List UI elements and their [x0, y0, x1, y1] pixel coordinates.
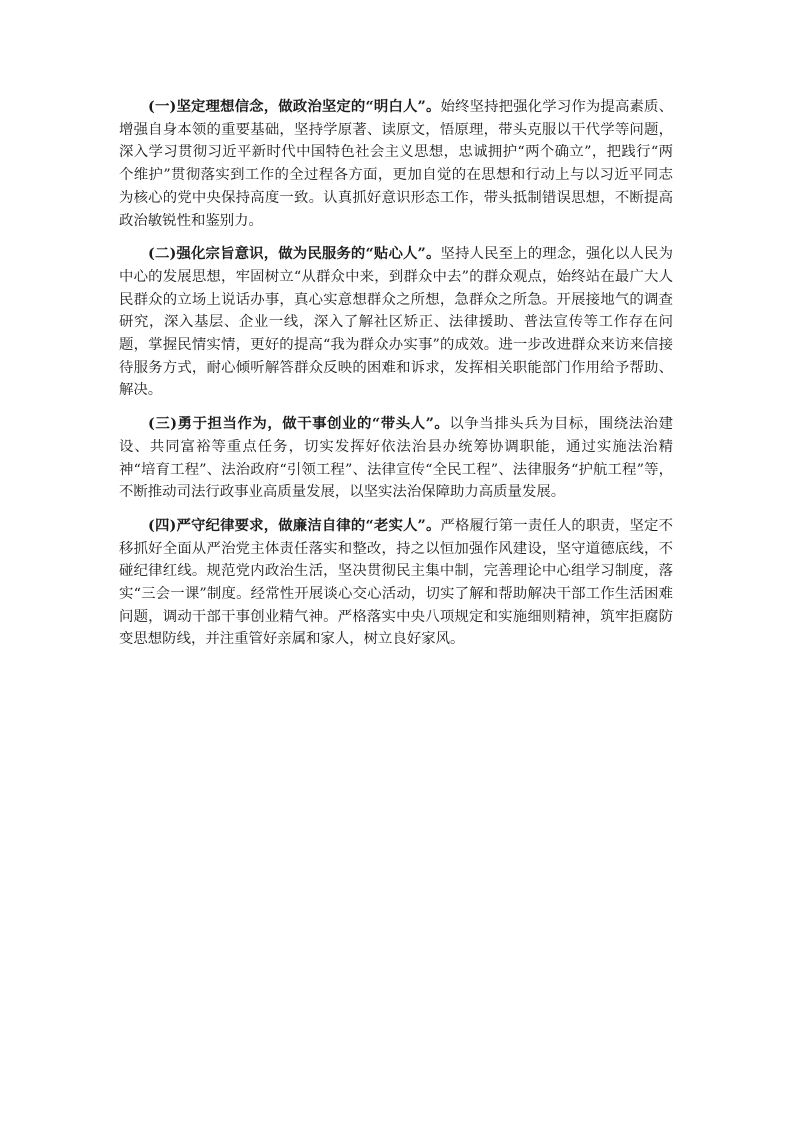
document-body [119, 96, 673, 662]
paragraph-3-text: 以争当排头兵为目标，围绕法治建设、共同富裕等重点任务，切实发挥好依法治县办统筹协调职能，通过实施法治精神“培育工程”、法治政府“引领工程”、法律宣传“全民工程”、法律服务“护航工程”等，不断推动司法行政事业高质量发展，以坚实法治保障助力高质量发展。 [119, 416, 673, 501]
paragraph-1-text: 始终坚持把强化学习作为提高素质、增强自身本领的重要基础，坚持学原著、读原文，悟原理，带头克服以干代学等问题，深入学习贯彻习近平新时代中国特色社会主义思想，忠诚拥护“两个确立”，把践行“两个维护”贯彻落实到工作的全过程各方面，更加自觉的在思想和行动上与以习近平同志为核心的党中央保持高度一致。认真抓好意识形态工作，带头抵制错误思想，不断提高政治敏锐性和鉴别力。 [119, 99, 673, 229]
paragraph-4-heading: (四)严守纪律要求，做廉洁自律的“老实人”。 [148, 516, 441, 534]
paragraph-4-text: 严格履行第一责任人的职责，坚定不移抓好全面从严治党主体责任落实和整改，持之以恒加强作风建设，坚守道德底线，不碰纪律红线。规范党内政治生活，坚决贯彻民主集中制，完善理论中心组学习制度，落实“三会一课”制度。经常性开展谈心交心活动，切实了解和帮助解决干部工作生活困难问题，调动干部干事创业精气神。严格落实中央八项规定和实施细则精神，筑牢拒腐防变思想防线，并注重管好亲属和家人，树立良好家风。 [119, 517, 673, 648]
paragraph-3 [119, 413, 673, 504]
paragraph-3-heading: (三)勇于担当作为，做干事创业的“带头人”。 [148, 415, 450, 433]
paragraph-2-text: 坚持人民至上的理念，强化以人民为中心的发展思想，牢固树立“从群众中来，到群众中去”的群众观点，始终站在最广大人民群众的立场上说话办事，真心实意想群众之所想，急群众之所急。开展接地气的调查研究，深入基层、企业一线，深入了解社区矫正、法律援助、普法宣传等工作存在问题，掌握民情实情，更好的提高“我为群众办实事”的成效。进一步改进群众来访来信接待服务方式，耐心倾听解答群众反映的困难和诉求，发挥相关职能部门作用给予帮助、解决。 [119, 246, 673, 399]
paragraph-4 [119, 515, 673, 651]
paragraph-1-heading: (一)坚定理想信念，做政治坚定的“明白人”。 [148, 98, 441, 115]
paragraph-2 [119, 243, 673, 402]
paragraph-2-heading: (二)强化宗旨意识，做为民服务的“贴心人”。 [148, 245, 441, 263]
paragraph-1 [119, 96, 673, 232]
